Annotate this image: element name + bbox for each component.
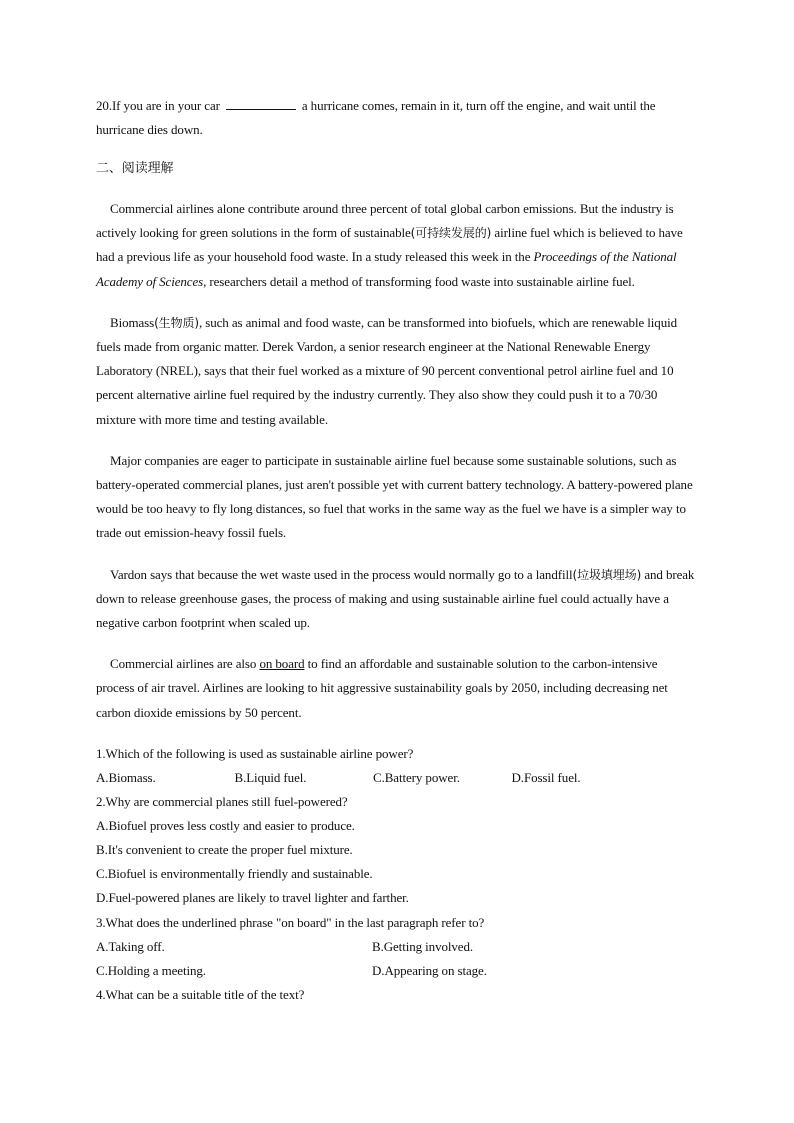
p1-chinese-gloss: (可持续发展的): [410, 226, 492, 241]
option-a[interactable]: A.Taking off.: [96, 938, 165, 954]
option-c[interactable]: C.Battery power.: [373, 769, 460, 785]
question-3-stem: 3.What does the underlined phrase "on board" in the last paragraph refer to?: [96, 914, 485, 930]
p5-text-a: Commercial airlines are also: [110, 656, 260, 672]
option-a[interactable]: A.Biomass.: [96, 769, 156, 785]
reading-passage: [96, 197, 698, 725]
p2-text-a: Biomass: [110, 314, 155, 330]
option-c[interactable]: C.Holding a meeting.: [96, 962, 206, 978]
passage-paragraph-5: [96, 652, 698, 725]
option-c[interactable]: C.Biofuel is environmentally friendly and sustainable.: [96, 866, 373, 882]
p1-text-b: airline fuel which is believed to have had a previous life as your household food waste. In a study released this week in the: [96, 225, 683, 265]
q20-text-before: 20.If you are in your car: [96, 98, 220, 113]
underlined-phrase: on board: [259, 656, 305, 672]
option-d[interactable]: D.Fuel-powered planes are likely to travel lighter and farther.: [96, 890, 409, 906]
question-20: [96, 94, 698, 142]
p1-text-a: Commercial airlines alone contribute around three percent of total global carbon emissions. But the industry is actively looking for green solutions in the form of sustainable: [96, 201, 674, 241]
section-title: 二、阅读理解: [96, 161, 174, 176]
question-1-stem: 1.Which of the following is used as sustainable airline power?: [96, 745, 414, 761]
question-4-stem: 4.What can be a suitable title of the text?: [96, 986, 305, 1002]
p4-text-a: Vardon says that because the wet waste used in the process would normally go to a landfill: [110, 566, 573, 582]
journal-title: Proceedings of the National Academy of Sciences: [96, 249, 677, 289]
option-b[interactable]: B.Getting involved.: [372, 938, 474, 954]
p2-chinese-gloss: (生物质): [154, 315, 199, 330]
option-a[interactable]: A.Biofuel proves less costly and easier to produce.: [96, 818, 355, 834]
passage-paragraph-3: Major companies are eager to participate in sustainable airline fuel because some sustainable solutions, such as battery-operated commercial planes, just aren't possible yet with current battery technology. A battery-powered plane would be too heavy to fly long distances, so fuel that works in the same way as the fuel we have is a simpler way to trade out emission-heavy fossil fuels.: [96, 452, 693, 541]
option-d[interactable]: D.Fossil fuel.: [511, 769, 581, 785]
p1-text-c: , researchers detail a method of transforming food waste into sustainable airline fuel.: [203, 273, 635, 289]
passage-paragraph-2: [96, 311, 698, 432]
questions: [96, 742, 698, 1007]
option-d[interactable]: D.Appearing on stage.: [372, 962, 487, 978]
option-b[interactable]: B.It's convenient to create the proper fuel mixture.: [96, 842, 353, 858]
question-3-options-row-2: [96, 959, 698, 983]
p4-chinese-gloss: (垃圾填埋场): [572, 567, 642, 582]
question-3-options-row-1: [96, 935, 698, 959]
question-1-options: [96, 766, 698, 790]
answer-blank[interactable]: [226, 96, 296, 110]
q20-text-after: a hurricane comes, remain in it, turn off the engine, and wait until the hurricane dies down.: [96, 98, 656, 137]
p4-text-b: and break down to release greenhouse gases, the process of making and using sustainable airline fuel could actually have a negative carbon footprint when scaled up.: [96, 566, 695, 631]
option-b[interactable]: B.Liquid fuel.: [234, 769, 307, 785]
p5-text-b: to find an affordable and sustainable solution to the carbon-intensive process of air travel. Airlines are looking to hit aggressive sustainability goals by 2050, including decreasing net carbon dioxide emissions by 50 percent.: [96, 656, 668, 720]
passage-paragraph-4: [96, 563, 698, 636]
passage-paragraph-1: [96, 197, 698, 294]
p2-text-b: , such as animal and food waste, can be transformed into biofuels, which are renewable liquid fuels made from organic matter. Derek Vardon, a senior research engineer at the National Renewable Energy Laboratory (NREL), says that their fuel worked as a mixture of 90 percent conventional petrol airline fuel and 10 percent alternative airline fuel required by the industry currently. They also show they could push it to a 70/30 mixture with more time and testing available.: [96, 314, 678, 427]
question-2-stem: 2.Why are commercial planes still fuel-powered?: [96, 794, 348, 810]
